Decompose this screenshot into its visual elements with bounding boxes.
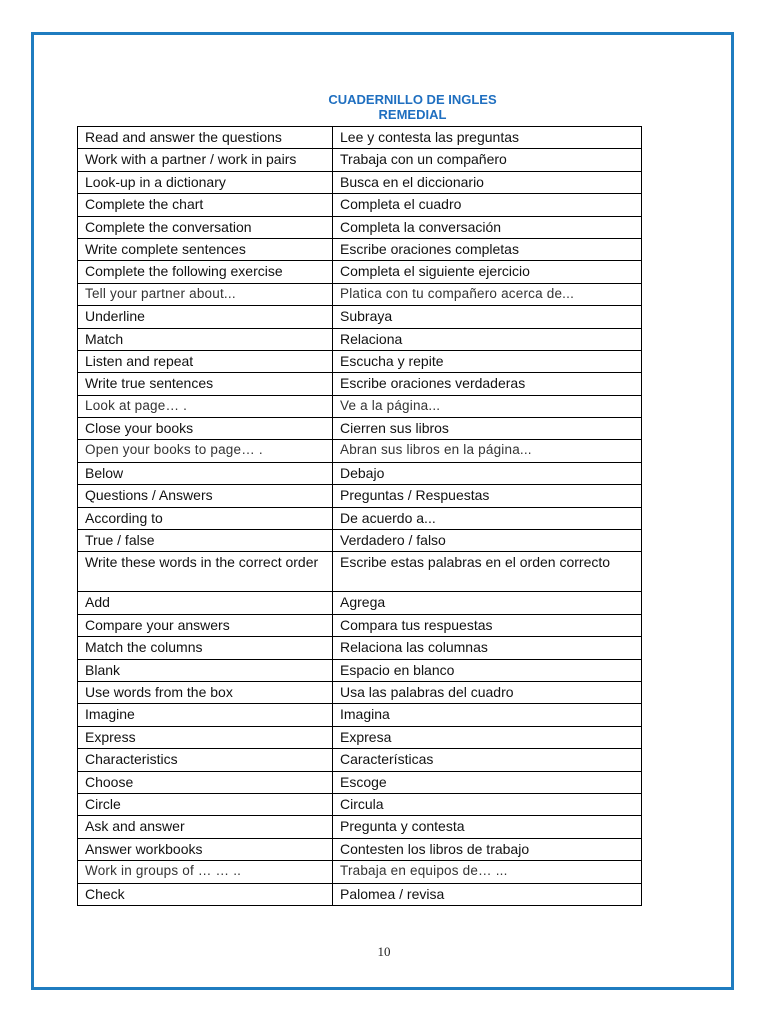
spanish-phrase-cell: Busca en el diccionario — [333, 171, 642, 193]
table-row — [78, 883, 642, 905]
table-row — [78, 816, 642, 838]
table-row — [78, 681, 642, 703]
table-row — [78, 507, 642, 529]
table-row — [78, 861, 642, 883]
table-row — [78, 373, 642, 395]
table-row — [78, 127, 642, 149]
english-phrase-cell: Read and answer the questions — [78, 127, 333, 149]
spanish-phrase-cell: Imagina — [333, 704, 642, 726]
spanish-phrase-cell: Escribe oraciones completas — [333, 238, 642, 260]
english-phrase-cell: Below — [78, 462, 333, 484]
spanish-phrase-cell: Agrega — [333, 592, 642, 614]
english-phrase-cell: Write true sentences — [78, 373, 333, 395]
spanish-phrase-cell: Trabaja con un compañero — [333, 149, 642, 171]
spanish-phrase-cell: Compara tus respuestas — [333, 614, 642, 636]
spanish-phrase-cell: Escribe oraciones verdaderas — [333, 373, 642, 395]
vocabulary-table-body — [78, 127, 642, 906]
table-row — [78, 306, 642, 328]
english-phrase-cell: Compare your answers — [78, 614, 333, 636]
table-row — [78, 216, 642, 238]
spanish-phrase-cell: Expresa — [333, 726, 642, 748]
english-phrase-cell: Choose — [78, 771, 333, 793]
document-title — [260, 92, 565, 122]
table-row — [78, 328, 642, 350]
english-phrase-cell: Circle — [78, 793, 333, 815]
spanish-phrase-cell: Completa el cuadro — [333, 194, 642, 216]
english-phrase-cell: Use words from the box — [78, 681, 333, 703]
table-row — [78, 261, 642, 283]
english-phrase-cell: Write these words in the correct order — [78, 552, 333, 592]
spanish-phrase-cell: Completa la conversación — [333, 216, 642, 238]
table-row — [78, 614, 642, 636]
english-phrase-cell: Blank — [78, 659, 333, 681]
title-line-1: CUADERNILLO DE INGLES — [328, 92, 497, 107]
english-phrase-cell: Underline — [78, 306, 333, 328]
spanish-phrase-cell: Escribe estas palabras en el orden correcto — [333, 552, 642, 592]
spanish-phrase-cell: Abran sus libros en la página... — [333, 440, 642, 462]
spanish-phrase-cell: Escoge — [333, 771, 642, 793]
table-row — [78, 395, 642, 417]
table-row — [78, 194, 642, 216]
vocabulary-table — [77, 126, 642, 906]
english-phrase-cell: Look at page… . — [78, 395, 333, 417]
table-row — [78, 283, 642, 305]
spanish-phrase-cell: Relaciona las columnas — [333, 637, 642, 659]
spanish-phrase-cell: Ve a la página... — [333, 395, 642, 417]
spanish-phrase-cell: Escucha y repite — [333, 350, 642, 372]
table-row — [78, 530, 642, 552]
table-row — [78, 485, 642, 507]
page-number: 10 — [377, 944, 391, 959]
table-row — [78, 838, 642, 860]
table-row — [78, 704, 642, 726]
table-row — [78, 171, 642, 193]
spanish-phrase-cell: Lee y contesta las preguntas — [333, 127, 642, 149]
english-phrase-cell: Work in groups of … … .. — [78, 861, 333, 883]
title-line-2: REMEDIAL — [378, 107, 447, 122]
english-phrase-cell: Imagine — [78, 704, 333, 726]
english-phrase-cell: Write complete sentences — [78, 238, 333, 260]
spanish-phrase-cell: Usa las palabras del cuadro — [333, 681, 642, 703]
english-phrase-cell: According to — [78, 507, 333, 529]
spanish-phrase-cell: Características — [333, 749, 642, 771]
table-row — [78, 350, 642, 372]
spanish-phrase-cell: Completa el siguiente ejercicio — [333, 261, 642, 283]
table-row — [78, 726, 642, 748]
spanish-phrase-cell: Circula — [333, 793, 642, 815]
english-phrase-cell: Questions / Answers — [78, 485, 333, 507]
english-phrase-cell: Check — [78, 883, 333, 905]
spanish-phrase-cell: Verdadero / falso — [333, 530, 642, 552]
english-phrase-cell: Express — [78, 726, 333, 748]
table-row — [78, 637, 642, 659]
spanish-phrase-cell: Espacio en blanco — [333, 659, 642, 681]
english-phrase-cell: Open your books to page… . — [78, 440, 333, 462]
english-phrase-cell: Ask and answer — [78, 816, 333, 838]
spanish-phrase-cell: Subraya — [333, 306, 642, 328]
table-row — [78, 793, 642, 815]
table-row — [78, 749, 642, 771]
spanish-phrase-cell: Debajo — [333, 462, 642, 484]
english-phrase-cell: Add — [78, 592, 333, 614]
english-phrase-cell: Complete the chart — [78, 194, 333, 216]
table-row — [78, 659, 642, 681]
table-row — [78, 462, 642, 484]
table-row — [78, 418, 642, 440]
spanish-phrase-cell: Palomea / revisa — [333, 883, 642, 905]
english-phrase-cell: Complete the following exercise — [78, 261, 333, 283]
spanish-phrase-cell: Platica con tu compañero acerca de... — [333, 283, 642, 305]
spanish-phrase-cell: Preguntas / Respuestas — [333, 485, 642, 507]
table-row — [78, 440, 642, 462]
english-phrase-cell: True / false — [78, 530, 333, 552]
table-row — [78, 238, 642, 260]
table-row — [78, 771, 642, 793]
table-row — [78, 552, 642, 592]
table-row — [78, 149, 642, 171]
spanish-phrase-cell: Cierren sus libros — [333, 418, 642, 440]
spanish-phrase-cell: Pregunta y contesta — [333, 816, 642, 838]
english-phrase-cell: Match — [78, 328, 333, 350]
spanish-phrase-cell: Relaciona — [333, 328, 642, 350]
spanish-phrase-cell: Contesten los libros de trabajo — [333, 838, 642, 860]
english-phrase-cell: Listen and repeat — [78, 350, 333, 372]
english-phrase-cell: Answer workbooks — [78, 838, 333, 860]
english-phrase-cell: Look-up in a dictionary — [78, 171, 333, 193]
english-phrase-cell: Work with a partner / work in pairs — [78, 149, 333, 171]
spanish-phrase-cell: De acuerdo a... — [333, 507, 642, 529]
english-phrase-cell: Characteristics — [78, 749, 333, 771]
english-phrase-cell: Tell your partner about... — [78, 283, 333, 305]
table-row — [78, 592, 642, 614]
spanish-phrase-cell: Trabaja en equipos de… ... — [333, 861, 642, 883]
english-phrase-cell: Close your books — [78, 418, 333, 440]
english-phrase-cell: Match the columns — [78, 637, 333, 659]
english-phrase-cell: Complete the conversation — [78, 216, 333, 238]
